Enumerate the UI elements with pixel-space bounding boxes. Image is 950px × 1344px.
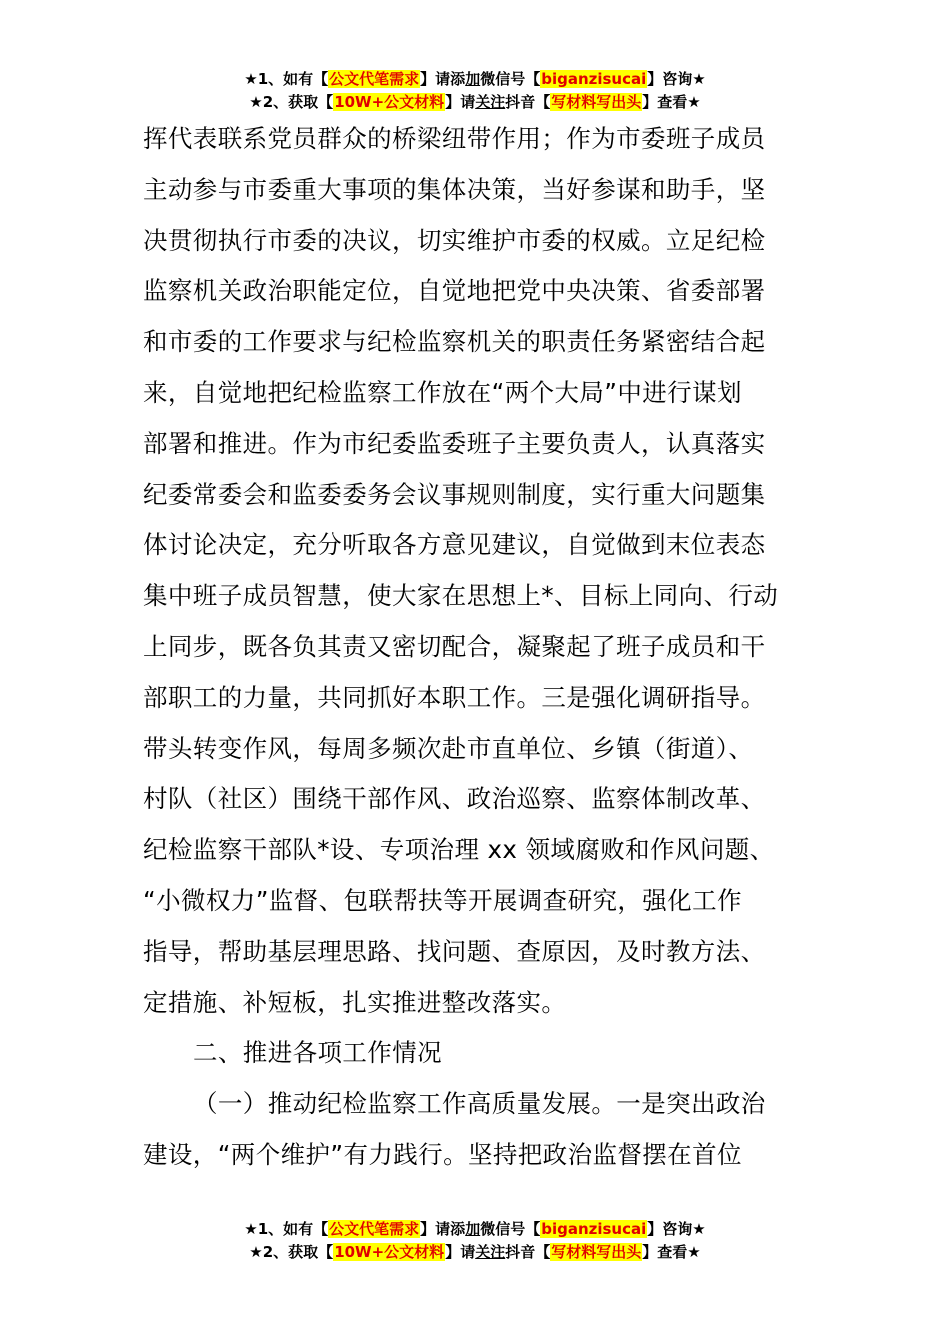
banner-text: 抖音【: [505, 93, 551, 111]
banner-douyin-id: 写材料写出头: [551, 93, 642, 111]
banner-emphasis: 关注: [475, 1243, 506, 1261]
subsection-line: 建设，“两个维护”有力践行。坚持把政治监督摆在首位: [143, 1139, 742, 1169]
banner-highlight: 公文代笔需求: [329, 70, 420, 88]
banner-text: ★1、如有【: [244, 70, 329, 88]
banner-line-2: [0, 1241, 950, 1264]
banner-text: 抖音【: [505, 1243, 551, 1261]
banner-wechat-id: biganzisucai: [541, 70, 647, 88]
text-line: 和市委的工作要求与纪检监察机关的职责任务紧密结合起: [143, 327, 766, 357]
banner-line-2: [0, 91, 950, 114]
subsection-line: （一）推动纪检监察工作高质量发展。一是突出政治: [193, 1089, 766, 1119]
text-line: 部职工的力量，共同抓好本职工作。三是强化调研指导。: [143, 682, 766, 712]
banner-highlight: 10W+公文材料: [334, 93, 445, 111]
text-line: 监察机关政治职能定位，自觉地把党中央决策、省委部署: [143, 276, 766, 306]
text-line: 上同步，既各负其责又密切配合，凝聚起了班子成员和干: [143, 631, 766, 661]
banner-text: 】请: [445, 93, 476, 111]
text-line: 挥代表联系党员群众的桥梁纽带作用；作为市委班子成员: [143, 124, 766, 153]
text-line: 村队（社区）围绕干部作风、政治巡察、监察体制改革、: [143, 784, 766, 814]
banner-text: ★2、获取【: [249, 1243, 334, 1261]
banner-emphasis: 关注: [475, 93, 506, 111]
banner-text: 】咨询★: [647, 70, 706, 88]
banner-text: 微信号【: [480, 70, 541, 88]
text-line: 指导，帮助基层理思路、找问题、查原因，及时教方法、: [143, 936, 766, 966]
banner-text: 微信号【: [480, 1220, 541, 1238]
text-line: “小微权力”监督、包联帮扶等开展调查研究，强化工作: [143, 885, 742, 915]
banner-highlight: 10W+公文材料: [334, 1243, 445, 1261]
document-body: [143, 114, 807, 1181]
banner-text: 】查看★: [642, 1243, 701, 1261]
banner-text: 】查看★: [642, 93, 701, 111]
banner-emphasis: 加: [465, 1220, 481, 1238]
text-line: 主动参与市委重大事项的集体决策，当好参谋和助手，坚: [143, 174, 766, 204]
section-heading: 二、推进各项工作情况: [193, 1038, 442, 1068]
text-line: 定措施、补短板，扎实推进整改落实。: [143, 987, 567, 1017]
text-line: 决贯彻执行市委的决议，切实维护市委的权威。立足纪检: [143, 225, 766, 255]
banner-douyin-id: 写材料写出头: [551, 1243, 642, 1261]
text-line: 部署和推进。作为市纪委监委班子主要负责人，认真落实: [143, 428, 766, 458]
banner-emphasis: 加: [465, 70, 481, 88]
text-line: 集中班子成员智慧，使大家在思想上*、目标上同向、行动: [143, 581, 779, 611]
banner-line-1: [0, 68, 950, 91]
text-line: 来，自觉地把纪检监察工作放在“两个大局”中进行谋划: [143, 377, 742, 407]
banner-text: 】请: [445, 1243, 476, 1261]
header-banner: [0, 68, 950, 114]
banner-text: 】咨询★: [647, 1220, 706, 1238]
banner-line-1: [0, 1218, 950, 1241]
banner-highlight: 公文代笔需求: [329, 1220, 420, 1238]
banner-text: 】请添: [420, 1220, 466, 1238]
text-line: 体讨论决定，充分听取各方意见建议，自觉做到末位表态: [143, 530, 766, 560]
banner-text: ★2、获取【: [249, 93, 334, 111]
text-line: 纪委常委会和监委委务会议事规则制度，实行重大问题集: [143, 479, 766, 509]
footer-banner: [0, 1218, 950, 1264]
text-line: 带头转变作风，每周多频次赴市直单位、乡镇（街道）、: [143, 733, 754, 763]
banner-text: ★1、如有【: [244, 1220, 329, 1238]
banner-text: 】请添: [420, 70, 466, 88]
banner-wechat-id: biganzisucai: [541, 1220, 647, 1238]
text-line: 纪检监察干部队*设、专项治理 xx 领域腐败和作风问题、: [143, 835, 775, 865]
